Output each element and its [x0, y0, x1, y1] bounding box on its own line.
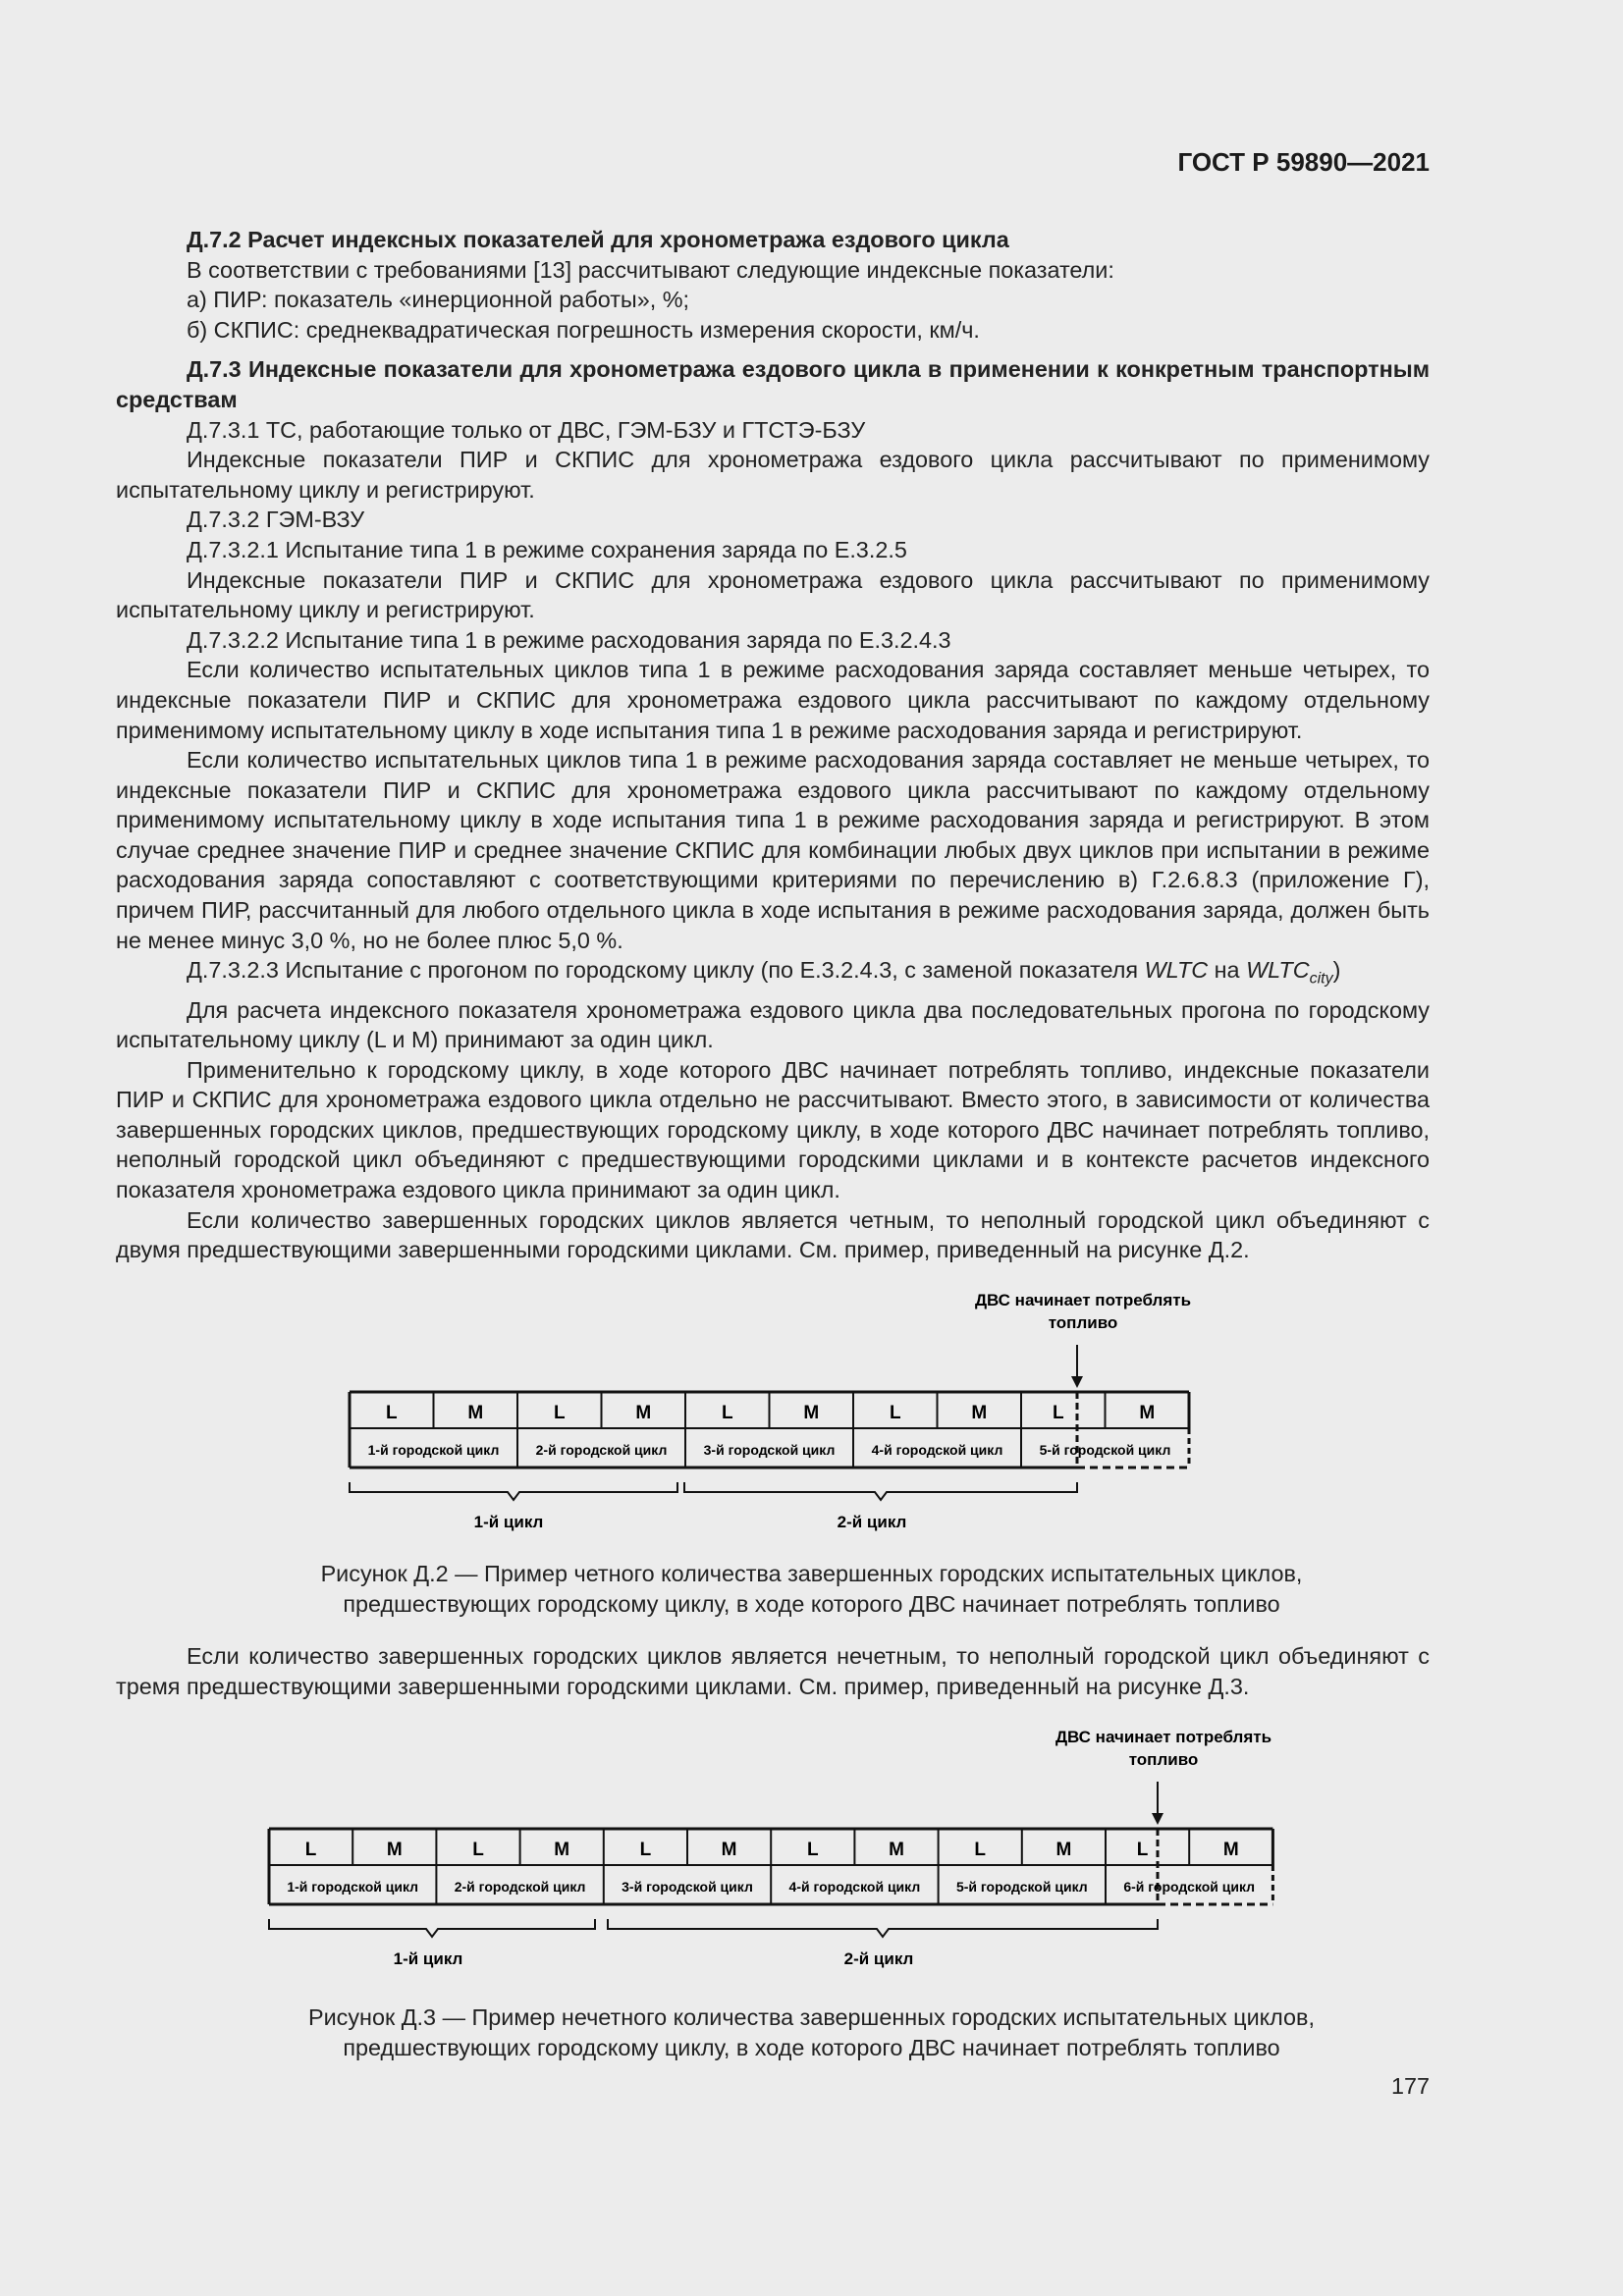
- phase-cell-label: L: [553, 1403, 566, 1423]
- group-brace: [608, 1919, 1158, 1937]
- paragraph: б) СКПИС: среднеквадратическая погрешность измерения скорости, км/ч.: [187, 316, 980, 343]
- paragraph: Д.7.3 Индексные показатели для хронометража ездового цикла в применении к конкретным транспортным средствам: [116, 356, 1430, 412]
- figure-d2-caption: [0, 1559, 1623, 1619]
- phase-cell-label: L: [721, 1403, 733, 1423]
- combined-cycle-label: 1-й цикл: [393, 1949, 463, 1968]
- urban-cycle-label: 3-й городской цикл: [622, 1879, 753, 1895]
- paragraph: а) ПИР: показатель «инерционной работы», %;: [187, 287, 690, 313]
- figure-d3-caption: [0, 2002, 1623, 2062]
- phase-cell-label: M: [803, 1403, 820, 1423]
- phase-cell-label: L: [889, 1403, 901, 1423]
- paragraph-wltc: [116, 955, 1430, 994]
- body-text: [116, 225, 1430, 1265]
- group-brace: [684, 1482, 1077, 1500]
- figure-d3-diagram: [0, 1713, 1623, 1983]
- group-brace: [269, 1919, 595, 1937]
- phase-cell-label: L: [806, 1840, 819, 1860]
- paragraph: Применительно к городскому циклу, в ходе которого ДВС начинает потреблять топливо, индексные показатели ПИР и СКПИС для хронометража ездового цикла отдельно не рассчитывают. Вместо этого, в зависимости от количества завершенных городских циклов, предшествующих городскому циклу, в ходе которого ДВС начинает потреблять топливо, неполный городской цикл объединяют с предшествующими городскими циклами и в контексте расчетов индексного показателя хронометража ездового цикла принимают за один цикл.: [116, 1056, 1430, 1203]
- phase-cell-label: M: [971, 1403, 988, 1423]
- paragraph: Если количество испытательных циклов типа 1 в режиме расходования заряда составляет не меньше четырех, то индексные показатели ПИР и СКПИС для хронометража ездового цикла рассчитывают по каждому отдельному применимому испытательному циклу в ходе испытания типа 1 в режиме расходования заряда и регистрируют. В этом случае среднее значение ПИР и среднее значение СКПИС для комбинации любых двух циклов при испытании в режиме расходования заряда сопоставляют с соответствующими критериями по перечислению в) Г.2.6.8.3 (приложение Г), причем ПИР, рассчитанный для любого отдельного цикла в ходе испытания в режиме расходования заряда, должен быть не менее минус 3,0 %, но не более плюс 5,0 %.: [116, 747, 1430, 953]
- urban-cycle-label: 4-й городской цикл: [871, 1442, 1003, 1458]
- phase-cell-label: M: [1055, 1840, 1072, 1860]
- phase-cell-label: L: [304, 1840, 317, 1860]
- wltc-middle: на: [1208, 957, 1247, 984]
- urban-cycle-label: 3-й городской цикл: [703, 1442, 836, 1458]
- phase-cell-label: M: [1139, 1403, 1156, 1423]
- figure-d3-caption-line2: предшествующих городскому циклу, в ходе которого ДВС начинает потреблять топливо: [343, 2034, 1280, 2060]
- annotation-fuel-start: ДВС начинает потреблять: [1055, 1728, 1272, 1746]
- paragraph: Д.7.3.2.2 Испытание типа 1 в режиме расходования заряда по Е.3.2.4.3: [187, 626, 951, 653]
- wltc-after: ): [1332, 957, 1341, 984]
- arrow-head-icon: [1071, 1376, 1083, 1388]
- paragraph: Для расчета индексного показателя хронометража ездового цикла два последовательных прогона по городскому испытательному циклу (L и M) принимают за один цикл.: [116, 996, 1430, 1053]
- urban-cycle-label: 1-й городской цикл: [367, 1442, 500, 1458]
- urban-cycle-label: 6-й городской цикл: [1123, 1879, 1256, 1895]
- urban-cycle-label: 2-й городской цикл: [535, 1442, 668, 1458]
- urban-cycle-label: 5-й городской цикл: [955, 1879, 1088, 1895]
- phase-cell-label: M: [635, 1403, 652, 1423]
- paragraph: Если количество завершенных городских циклов является четным, то неполный городской цикл объединяют с двумя предшествующими завершенными городскими циклами. См. пример, приведенный на рисунке Д.2.: [116, 1206, 1430, 1263]
- phase-cell-label: L: [385, 1403, 398, 1423]
- urban-cycle-label: 2-й городской цикл: [454, 1879, 586, 1895]
- paragraph-group-1: [116, 225, 1430, 955]
- urban-cycle-label: 1-й городской цикл: [287, 1879, 419, 1895]
- paragraph-group-2: [116, 995, 1430, 1265]
- paragraph-between: [116, 1641, 1430, 1701]
- wltc-before: Д.7.3.2.3 Испытание с прогоном по городскому циклу (по Е.3.2.4.3, с заменой показателя: [187, 957, 1145, 984]
- wltc-subscript: city: [1309, 970, 1333, 988]
- figure-d2: [0, 1276, 1623, 1541]
- combined-cycle-label: 1-й цикл: [473, 1513, 544, 1531]
- figure-d2-caption-line2: предшествующих городскому циклу, в ходе которого ДВС начинает потреблять топливо: [343, 1590, 1280, 1617]
- paragraph: Д.7.3.1 ТС, работающие только от ДВС, ГЭМ-БЗУ и ГТСТЭ-БЗУ: [187, 416, 866, 443]
- phase-cell-label: L: [472, 1840, 484, 1860]
- combined-cycle-label: 2-й цикл: [837, 1513, 907, 1531]
- phase-cell-label: L: [639, 1840, 652, 1860]
- figure-d3-caption-line1: Рисунок Д.3 — Пример нечетного количества завершенных городских испытательных циклов,: [308, 2004, 1315, 2030]
- paragraph: Д.7.3.2 ГЭМ-ВЗУ: [187, 507, 365, 533]
- page-number: 177: [1390, 2073, 1430, 2099]
- paragraph: Индексные показатели ПИР и СКПИС для хронометража ездового цикла рассчитывают по применимому испытательному циклу и регистрируют.: [116, 566, 1430, 623]
- arrow-head-icon: [1152, 1813, 1163, 1825]
- figure-d3: [0, 1713, 1623, 1983]
- phase-cell-label: L: [1052, 1403, 1064, 1423]
- annotation-fuel-start: топливо: [1048, 1313, 1118, 1332]
- phase-cell-label: L: [974, 1840, 987, 1860]
- paragraph: В соответствии с требованиями [13] рассчитывают следующие индексные показатели:: [187, 256, 1114, 283]
- paragraph: Д.7.3.2.1 Испытание типа 1 в режиме сохранения заряда по Е.3.2.5: [187, 536, 907, 562]
- phase-cell-label: M: [386, 1840, 403, 1860]
- paragraph: Д.7.2 Расчет индексных показателей для хронометража ездового цикла: [187, 227, 1009, 252]
- paragraph: Если количество испытательных циклов типа 1 в режиме расходования заряда составляет меньше четырех, то индексные показатели ПИР и СКПИС для хронометража ездового цикла рассчитывают по каждому отдельному применимому испытательному циклу в ходе испытания типа 1 в режиме расходования заряда и регистрируют.: [116, 657, 1430, 743]
- document-id: ГОСТ Р 59890—2021: [1177, 147, 1430, 177]
- figure-d2-diagram: [0, 1276, 1623, 1541]
- urban-cycle-label: 5-й городской цикл: [1039, 1442, 1171, 1458]
- urban-cycle-label: 4-й городской цикл: [788, 1879, 921, 1895]
- paragraph: Индексные показатели ПИР и СКПИС для хронометража ездового цикла рассчитывают по применимому испытательному циклу и регистрируют.: [116, 447, 1430, 503]
- phase-cell-label: L: [1136, 1840, 1149, 1860]
- phase-cell-label: M: [721, 1840, 737, 1860]
- group-brace: [350, 1482, 677, 1500]
- wltc-var: WLTC: [1144, 957, 1209, 984]
- figure-d2-caption-line1: Рисунок Д.2 — Пример четного количества завершенных городских испытательных циклов,: [320, 1561, 1303, 1586]
- phase-cell-label: M: [1222, 1840, 1239, 1860]
- phase-cell-label: M: [889, 1840, 904, 1860]
- phase-cell-label: M: [467, 1403, 484, 1423]
- annotation-fuel-start: ДВС начинает потреблять: [974, 1291, 1192, 1309]
- combined-cycle-label: 2-й цикл: [843, 1949, 914, 1968]
- wltc-city-var: WLTC: [1246, 957, 1310, 984]
- paragraph-odd-count: Если количество завершенных городских циклов является нечетным, то неполный городской цикл объединяют с тремя предшествующими завершенными городскими циклами. См. пример, приведенный на рисунке Д.3.: [116, 1643, 1430, 1699]
- annotation-fuel-start: топливо: [1128, 1750, 1199, 1769]
- phase-cell-label: M: [554, 1840, 570, 1860]
